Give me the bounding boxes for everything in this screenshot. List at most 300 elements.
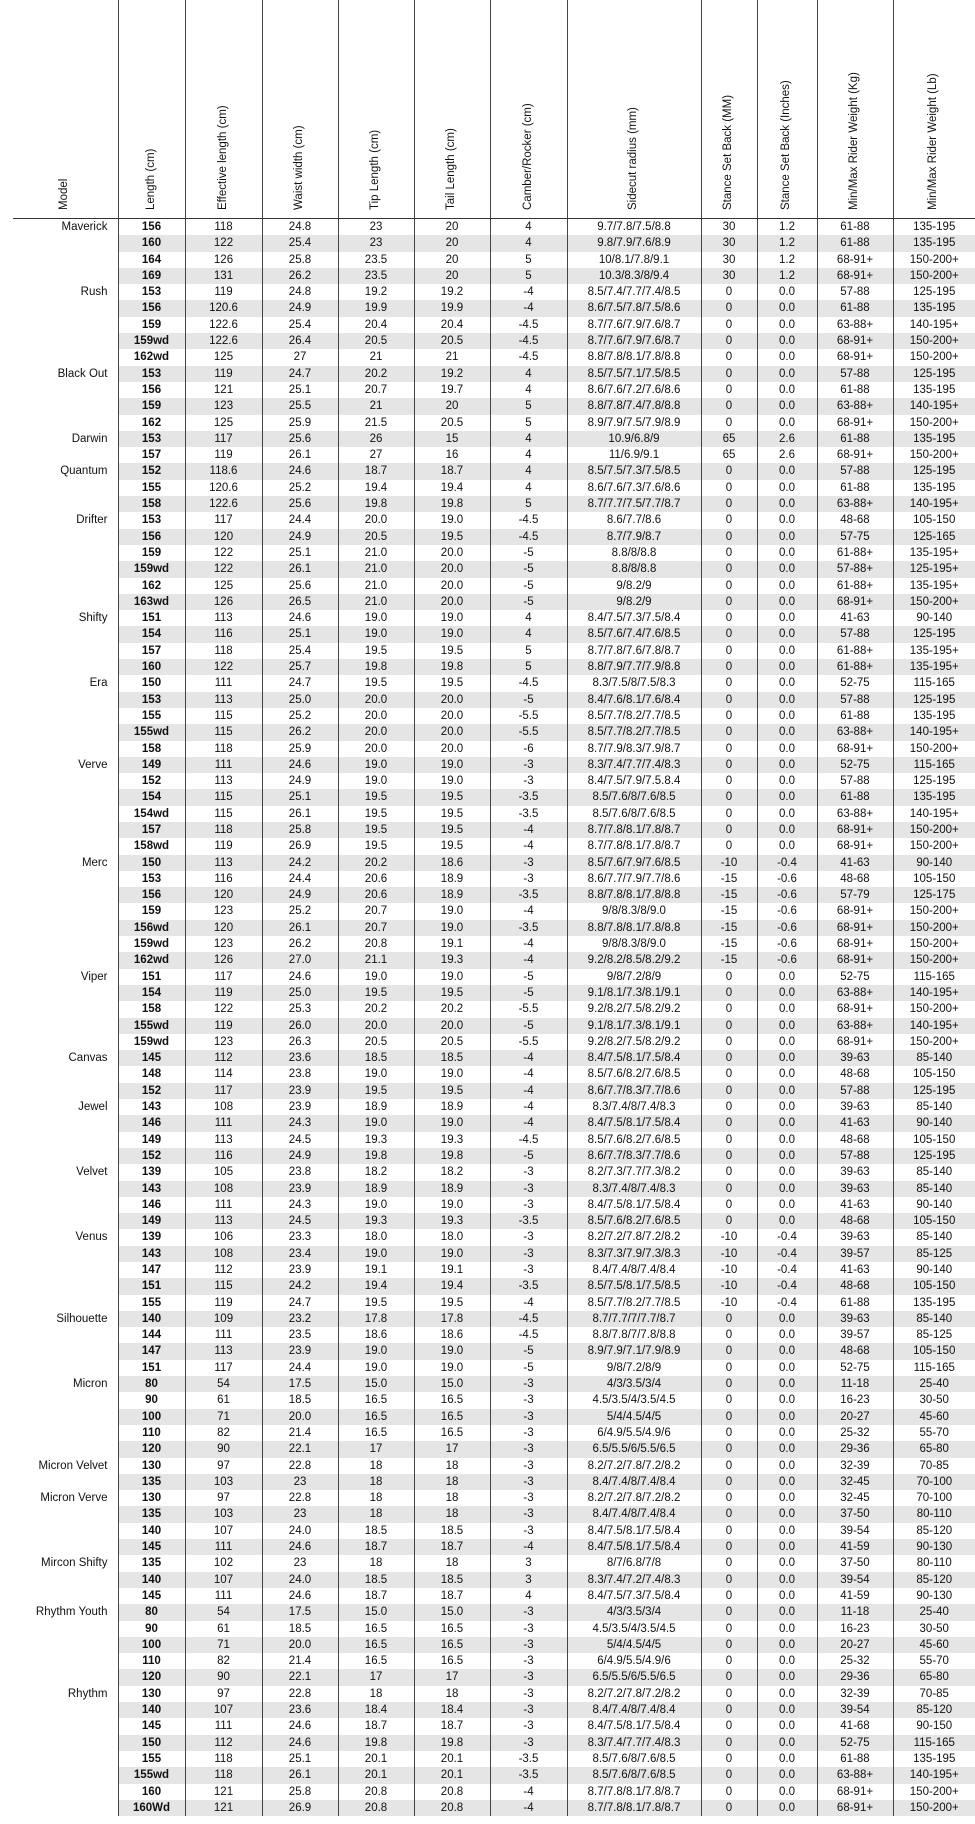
model-cell: Quantum — [13, 463, 118, 479]
table-cell: 25.9 — [262, 741, 338, 757]
table-cell: -3.5 — [490, 806, 567, 822]
table-cell: 21.1 — [338, 952, 414, 968]
table-cell: -0.4 — [757, 1295, 817, 1311]
table-cell: 19.8 — [414, 1148, 490, 1164]
length-cell: 80 — [118, 1376, 185, 1392]
length-cell: 156wd — [118, 920, 185, 936]
length-cell: 164 — [118, 252, 185, 268]
table-cell: 115-165 — [893, 1735, 975, 1751]
table-cell: 20 — [414, 398, 490, 414]
table-cell: 8.4/7.5/8.1/7.5/8.4 — [567, 1718, 701, 1734]
table-cell: 0.0 — [757, 806, 817, 822]
model-cell — [13, 1702, 118, 1718]
table-cell: 8.7/7.8/8.1/7.8/8.7 — [567, 822, 701, 838]
table-cell: 0.0 — [757, 724, 817, 740]
table-cell: 63-88+ — [817, 1767, 893, 1783]
table-cell: 19.3 — [414, 1132, 490, 1148]
length-cell: 157 — [118, 822, 185, 838]
table-cell: 39-63 — [817, 1311, 893, 1327]
table-cell: 26.4 — [262, 333, 338, 349]
table-cell: 0 — [701, 529, 757, 545]
table-cell: 140-195+ — [893, 806, 975, 822]
table-row — [13, 1539, 975, 1555]
table-cell: 113 — [185, 773, 262, 789]
table-cell: 8.5/7.7/8.2/7.7/8.5 — [567, 708, 701, 724]
table-cell: 48-68 — [817, 1343, 893, 1359]
table-cell: 117 — [185, 1083, 262, 1099]
table-row — [13, 1360, 975, 1376]
table-cell: 90-140 — [893, 1197, 975, 1213]
table-cell: 0 — [701, 1050, 757, 1066]
table-cell: 16.5 — [338, 1621, 414, 1637]
table-cell: 18.7 — [338, 1718, 414, 1734]
table-cell: 19.9 — [338, 300, 414, 316]
table-cell: 0 — [701, 1034, 757, 1050]
length-cell: 154 — [118, 626, 185, 642]
table-cell: 90 — [185, 1441, 262, 1457]
table-row — [13, 284, 975, 300]
table-cell: -5 — [490, 1148, 567, 1164]
table-row — [13, 1197, 975, 1213]
table-cell: 8.4/7.5/8.1/7.5/8.4 — [567, 1050, 701, 1066]
length-cell: 151 — [118, 1360, 185, 1376]
table-cell: 23.5 — [338, 252, 414, 268]
model-cell — [13, 235, 118, 251]
table-cell: 26.9 — [262, 1800, 338, 1816]
table-cell: 0 — [701, 659, 757, 675]
table-cell: 18.0 — [338, 1229, 414, 1245]
model-cell — [13, 1197, 118, 1213]
table-cell: 20.2 — [414, 1001, 490, 1017]
length-cell: 160Wd — [118, 1800, 185, 1816]
model-cell — [13, 1751, 118, 1767]
table-cell: 120.6 — [185, 300, 262, 316]
table-cell: 19.5 — [338, 1295, 414, 1311]
table-cell: 65 — [701, 447, 757, 463]
table-cell: 25.4 — [262, 643, 338, 659]
table-cell: 1.2 — [757, 235, 817, 251]
table-cell: 23.5 — [338, 268, 414, 284]
table-row — [13, 1555, 975, 1571]
table-cell: 113 — [185, 855, 262, 871]
table-cell: 125-195 — [893, 463, 975, 479]
length-cell: 139 — [118, 1229, 185, 1245]
table-cell: 24.8 — [262, 284, 338, 300]
table-cell: 37-50 — [817, 1506, 893, 1522]
table-cell: 23.5 — [262, 1327, 338, 1343]
table-cell: 106 — [185, 1229, 262, 1245]
model-cell — [13, 496, 118, 512]
table-cell: 0 — [701, 1458, 757, 1474]
table-cell: 16-23 — [817, 1392, 893, 1408]
model-cell — [13, 789, 118, 805]
column-header-label: Camber/Rocker (cm) — [521, 103, 534, 210]
table-cell: 8.2/7.2/7.8/7.2/8.2 — [567, 1490, 701, 1506]
table-cell: 19.5 — [414, 985, 490, 1001]
table-cell: -3 — [490, 773, 567, 789]
table-cell: -3.5 — [490, 1278, 567, 1294]
length-cell: 160 — [118, 1784, 185, 1800]
table-row — [13, 708, 975, 724]
table-cell: 8.4/7.4/8/7.4/8.4 — [567, 1506, 701, 1522]
table-cell: 0 — [701, 1669, 757, 1685]
table-cell: 0.0 — [757, 1050, 817, 1066]
table-cell: 0 — [701, 1637, 757, 1653]
table-cell: 68-91+ — [817, 1001, 893, 1017]
table-cell: 20 — [414, 219, 490, 236]
column-header — [567, 0, 701, 219]
table-cell: 48-68 — [817, 1278, 893, 1294]
table-cell: 135-195 — [893, 1751, 975, 1767]
table-cell: 25.4 — [262, 317, 338, 333]
table-cell: -3.5 — [490, 1767, 567, 1783]
table-cell: 25.8 — [262, 252, 338, 268]
table-cell: -4 — [490, 1295, 567, 1311]
table-cell: 26.1 — [262, 447, 338, 463]
table-cell: 8.8/7.8/7.4/7.8/8.8 — [567, 398, 701, 414]
table-cell: 19.5 — [414, 822, 490, 838]
table-cell: 0 — [701, 1767, 757, 1783]
table-cell: 8.6/7.5/7.8/7.5/8.6 — [567, 300, 701, 316]
table-cell: 125-195 — [893, 1148, 975, 1164]
table-cell: -3 — [490, 1669, 567, 1685]
table-cell: 0 — [701, 724, 757, 740]
table-cell: 68-91+ — [817, 349, 893, 365]
table-row — [13, 1458, 975, 1474]
table-cell: -10 — [701, 1229, 757, 1245]
table-cell: -4 — [490, 1800, 567, 1816]
table-cell: 8.4/7.4/8/7.4/8.4 — [567, 1702, 701, 1718]
table-cell: 24.9 — [262, 887, 338, 903]
table-cell: 25.0 — [262, 985, 338, 1001]
table-cell: 18 — [414, 1458, 490, 1474]
table-cell: 9/8/7.2/8/9 — [567, 969, 701, 985]
table-cell: -5 — [490, 985, 567, 1001]
model-cell — [13, 1295, 118, 1311]
table-cell: 9/8/7.2/8/9 — [567, 1360, 701, 1376]
length-cell: 156 — [118, 529, 185, 545]
table-cell: 19.0 — [414, 1343, 490, 1359]
table-cell: 8.6/7.7/7.9/7.7/8.6 — [567, 871, 701, 887]
table-cell: 24.5 — [262, 1213, 338, 1229]
table-cell: 61 — [185, 1392, 262, 1408]
length-cell: 143 — [118, 1099, 185, 1115]
model-cell — [13, 300, 118, 316]
table-cell: 19.0 — [414, 512, 490, 528]
column-header-label: Waist width (cm) — [293, 125, 305, 210]
table-cell: 0.0 — [757, 1181, 817, 1197]
model-cell — [13, 920, 118, 936]
table-cell: 0.0 — [757, 985, 817, 1001]
model-cell — [13, 1360, 118, 1376]
table-cell: 20.0 — [414, 545, 490, 561]
table-cell: 8.7/7.6/7.9/7.6/8.7 — [567, 317, 701, 333]
model-cell — [13, 1588, 118, 1604]
table-cell: 0 — [701, 985, 757, 1001]
table-cell: 0 — [701, 1409, 757, 1425]
table-cell: 122.6 — [185, 496, 262, 512]
model-cell — [13, 1148, 118, 1164]
column-header-label: Stance Set Back (Inches) — [780, 80, 792, 210]
length-cell: 146 — [118, 1115, 185, 1131]
table-cell: 19.0 — [414, 969, 490, 985]
model-cell — [13, 317, 118, 333]
table-cell: 0.0 — [757, 643, 817, 659]
table-row — [13, 447, 975, 463]
table-cell: 150-200+ — [893, 1784, 975, 1800]
table-cell: 135-195 — [893, 382, 975, 398]
table-cell: 0 — [701, 545, 757, 561]
table-cell: 0 — [701, 1392, 757, 1408]
table-cell: 0 — [701, 1474, 757, 1490]
length-cell: 153 — [118, 692, 185, 708]
table-row — [13, 300, 975, 316]
model-cell — [13, 398, 118, 414]
table-cell: -4.5 — [490, 349, 567, 365]
table-row — [13, 252, 975, 268]
table-cell: 122 — [185, 545, 262, 561]
model-cell — [13, 268, 118, 284]
table-cell: 6.5/5.5/6/5.5/6.5 — [567, 1669, 701, 1685]
table-cell: 20.0 — [414, 594, 490, 610]
model-cell: Canvas — [13, 1050, 118, 1066]
table-cell: 24.5 — [262, 1132, 338, 1148]
table-cell: 20.8 — [414, 1784, 490, 1800]
table-cell: 0.0 — [757, 1523, 817, 1539]
table-cell: 85-140 — [893, 1181, 975, 1197]
table-row — [13, 887, 975, 903]
table-cell: 18 — [338, 1686, 414, 1702]
table-cell: 41-63 — [817, 610, 893, 626]
table-cell: 8.5/7.6/8/7.6/8.5 — [567, 1751, 701, 1767]
table-cell: 18.9 — [414, 1099, 490, 1115]
table-cell: 0 — [701, 415, 757, 431]
table-cell: 150-200+ — [893, 594, 975, 610]
table-cell: 112 — [185, 1050, 262, 1066]
table-cell: 0 — [701, 496, 757, 512]
table-cell: 24.7 — [262, 1295, 338, 1311]
table-cell: 19.0 — [414, 757, 490, 773]
table-cell: 19.0 — [414, 1360, 490, 1376]
table-cell: 57-88 — [817, 1148, 893, 1164]
table-cell: 19.8 — [338, 1735, 414, 1751]
table-cell: 0 — [701, 1164, 757, 1180]
table-cell: 20.0 — [414, 724, 490, 740]
table-cell: 16.5 — [338, 1425, 414, 1441]
model-cell — [13, 1784, 118, 1800]
table-cell: -3.5 — [490, 789, 567, 805]
table-cell: 122 — [185, 1001, 262, 1017]
table-row — [13, 382, 975, 398]
table-cell: 0.0 — [757, 1018, 817, 1034]
table-cell: 0.0 — [757, 300, 817, 316]
table-cell: 19.5 — [338, 806, 414, 822]
table-cell: 0 — [701, 1718, 757, 1734]
table-cell: 9/8.2/9 — [567, 578, 701, 594]
table-cell: 8.8/7.8/8.1/7.8/8.8 — [567, 887, 701, 903]
table-cell: 30-50 — [893, 1621, 975, 1637]
table-cell: 17.8 — [338, 1311, 414, 1327]
table-cell: 85-125 — [893, 1327, 975, 1343]
table-cell: 25.2 — [262, 708, 338, 724]
table-cell: -4 — [490, 284, 567, 300]
table-cell: 19.0 — [338, 757, 414, 773]
table-cell: 20.5 — [338, 529, 414, 545]
table-cell: -3 — [490, 855, 567, 871]
table-cell: 0 — [701, 1343, 757, 1359]
table-cell: -5 — [490, 692, 567, 708]
length-cell: 153 — [118, 431, 185, 447]
table-cell: 4 — [490, 480, 567, 496]
table-cell: 19.0 — [338, 773, 414, 789]
table-cell: 20.0 — [414, 1018, 490, 1034]
table-cell: -3.5 — [490, 1213, 567, 1229]
length-cell: 153 — [118, 512, 185, 528]
model-cell — [13, 1539, 118, 1555]
table-cell: 61-88 — [817, 300, 893, 316]
table-cell: 18.7 — [338, 1539, 414, 1555]
table-cell: 23.8 — [262, 1066, 338, 1082]
table-cell: 135-195+ — [893, 643, 975, 659]
table-cell: 20 — [414, 268, 490, 284]
length-cell: 155wd — [118, 1767, 185, 1783]
table-cell: 0 — [701, 463, 757, 479]
table-cell: 4 — [490, 431, 567, 447]
table-cell: -4.5 — [490, 1311, 567, 1327]
table-cell: 19.7 — [414, 382, 490, 398]
table-cell: 19.0 — [414, 903, 490, 919]
table-cell: 125 — [185, 578, 262, 594]
table-cell: 2.6 — [757, 431, 817, 447]
table-cell: 105-150 — [893, 512, 975, 528]
table-cell: 0.0 — [757, 692, 817, 708]
table-cell: 117 — [185, 969, 262, 985]
table-cell: 0 — [701, 578, 757, 594]
table-cell: 19.3 — [414, 952, 490, 968]
table-cell: 20.5 — [338, 1034, 414, 1050]
length-cell: 152 — [118, 1148, 185, 1164]
length-cell: 158 — [118, 741, 185, 757]
length-cell: 159wd — [118, 1034, 185, 1050]
table-cell: -4 — [490, 1050, 567, 1066]
length-cell: 152 — [118, 773, 185, 789]
table-cell: 8.3/7.4/7.7/7.4/8.3 — [567, 757, 701, 773]
table-cell: 57-88 — [817, 626, 893, 642]
table-cell: 25.7 — [262, 659, 338, 675]
table-row — [13, 1392, 975, 1408]
table-cell: 8.7/7.8/7.6/7.8/8.7 — [567, 643, 701, 659]
table-cell: 20 — [414, 235, 490, 251]
table-cell: 9/8/8.3/8/9.0 — [567, 936, 701, 952]
table-cell: 0 — [701, 512, 757, 528]
table-cell: 115 — [185, 789, 262, 805]
model-cell — [13, 1001, 118, 1017]
table-cell: 41-63 — [817, 1197, 893, 1213]
table-row — [13, 985, 975, 1001]
table-cell: 20 — [414, 252, 490, 268]
table-cell: 85-140 — [893, 1050, 975, 1066]
table-cell: 19.0 — [414, 920, 490, 936]
table-cell: 9.1/8.1/7.3/8.1/9.1 — [567, 985, 701, 1001]
table-cell: 19.0 — [414, 773, 490, 789]
table-cell: 122 — [185, 561, 262, 577]
table-cell: 19.0 — [338, 610, 414, 626]
table-cell: 8.7/7.9/8.3/7.9/8.7 — [567, 741, 701, 757]
table-row — [13, 1099, 975, 1115]
model-cell — [13, 1083, 118, 1099]
table-cell: 25.0 — [262, 692, 338, 708]
length-cell: 120 — [118, 1669, 185, 1685]
table-cell: 48-68 — [817, 512, 893, 528]
table-cell: 3 — [490, 1555, 567, 1571]
table-cell: -5 — [490, 561, 567, 577]
table-cell: 18 — [414, 1686, 490, 1702]
table-cell: 18.9 — [338, 1099, 414, 1115]
table-cell: 61-88 — [817, 480, 893, 496]
table-cell: 23.6 — [262, 1050, 338, 1066]
table-cell: 0 — [701, 1001, 757, 1017]
table-cell: 111 — [185, 675, 262, 691]
table-cell: 20.1 — [338, 1751, 414, 1767]
table-cell: 135-195+ — [893, 578, 975, 594]
column-header-label: Length (cm) — [144, 148, 157, 210]
table-cell: -5 — [490, 1360, 567, 1376]
table-cell: -5 — [490, 1018, 567, 1034]
table-cell: 19.0 — [338, 1115, 414, 1131]
table-cell: 8.5/7.7/8.2/7.7/8.5 — [567, 724, 701, 740]
model-cell — [13, 773, 118, 789]
table-cell: 22.8 — [262, 1490, 338, 1506]
length-cell: 162 — [118, 415, 185, 431]
table-cell: 20.5 — [414, 415, 490, 431]
length-cell: 145 — [118, 1050, 185, 1066]
table-cell: 68-91+ — [817, 594, 893, 610]
model-cell — [13, 1115, 118, 1131]
table-cell: 24.7 — [262, 675, 338, 691]
table-cell: 150-200+ — [893, 952, 975, 968]
table-cell: 150-200+ — [893, 268, 975, 284]
length-cell: 155 — [118, 708, 185, 724]
length-cell: 156 — [118, 382, 185, 398]
table-cell: 113 — [185, 1343, 262, 1359]
table-cell: 125-195 — [893, 692, 975, 708]
table-cell: 25.6 — [262, 431, 338, 447]
table-cell: 118 — [185, 643, 262, 659]
model-cell: Mircon Shifty — [13, 1555, 118, 1571]
length-cell: 135 — [118, 1474, 185, 1490]
table-cell: 20.7 — [338, 920, 414, 936]
table-cell: 0 — [701, 317, 757, 333]
table-cell: -15 — [701, 936, 757, 952]
table-cell: 21.0 — [338, 545, 414, 561]
table-cell: 19.2 — [414, 366, 490, 382]
table-cell: 20.0 — [338, 1018, 414, 1034]
table-cell: -3 — [490, 1702, 567, 1718]
table-row — [13, 1702, 975, 1718]
table-cell: 24.3 — [262, 1115, 338, 1131]
table-cell: 8/7/6.8/7/8 — [567, 1555, 701, 1571]
model-cell: Maverick — [13, 219, 118, 236]
model-cell — [13, 545, 118, 561]
table-cell: 0 — [701, 757, 757, 773]
table-cell: 19.0 — [338, 1343, 414, 1359]
table-cell: 18.7 — [414, 1718, 490, 1734]
table-cell: 121 — [185, 1784, 262, 1800]
table-cell: 8.7/7.8/8.1/7.8/8.7 — [567, 1800, 701, 1816]
table-cell: 17 — [338, 1441, 414, 1457]
table-row — [13, 1262, 975, 1278]
table-cell: 97 — [185, 1686, 262, 1702]
